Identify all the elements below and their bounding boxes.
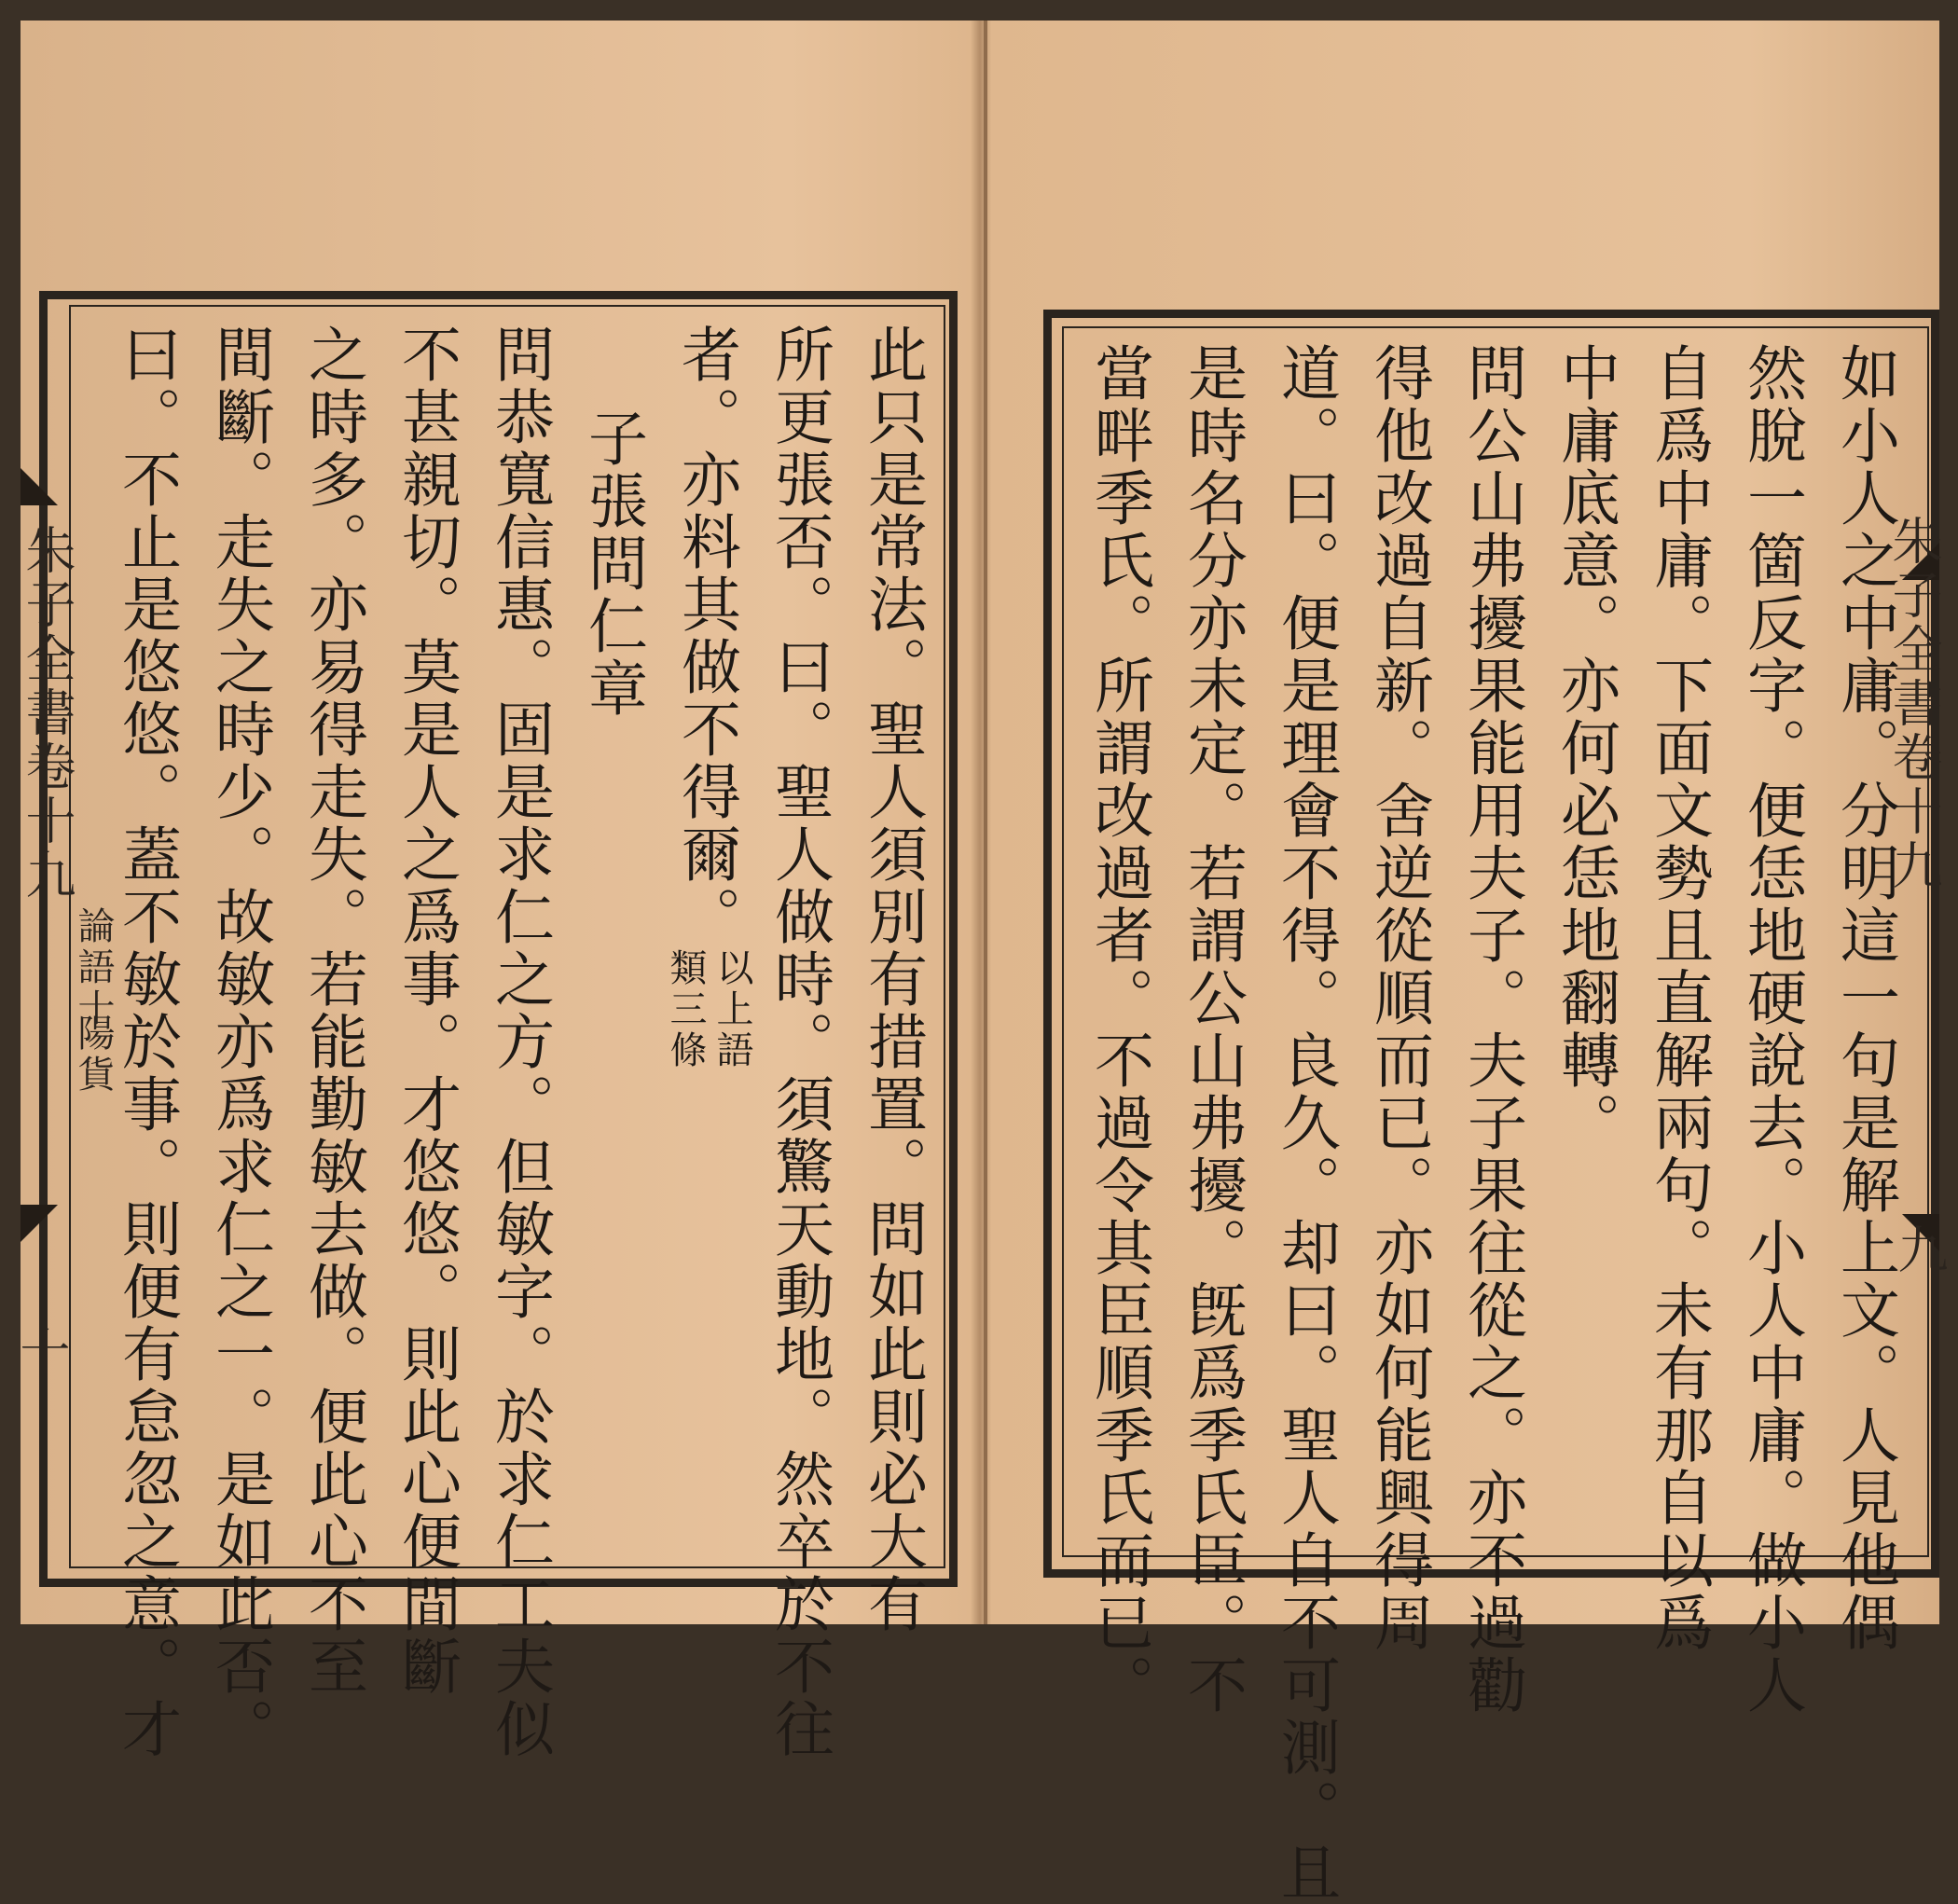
text-column: 得他改過自新。舍逆從順而已。亦如何能興得周	[1364, 342, 1433, 1654]
column-with-note	[659, 324, 752, 1071]
annotation-note	[659, 948, 752, 1071]
right-page-text	[1072, 342, 1911, 1904]
text-column: 如小人之中庸。分明這一句是解上文。人見他偶	[1830, 342, 1899, 1654]
text-column: 問恭寬信惠。固是求仁之方。但敏字。於求仁工夫似	[485, 324, 554, 1760]
note-line: 以上語	[710, 948, 753, 1071]
text-column: 者。亦料其做不得爾。	[671, 324, 740, 948]
margin-book-title: 朱子全書卷十九	[18, 524, 76, 903]
text-column: 所更張否。曰。聖人做時。須驚天動地。然卒於不往	[765, 324, 834, 1760]
left-page	[12, 21, 984, 1760]
left-page-text	[100, 324, 939, 1760]
text-column: 然脫一箇反字。便恁地硬說去。小人中庸。做小人	[1737, 342, 1806, 1717]
margin-page-number: 十	[12, 1326, 71, 1380]
text-column: 之時多。亦易得走失。若能勤敏去做。便此心不至	[298, 324, 367, 1698]
text-column: 曰。不止是悠悠。蓋不敏於事。則便有怠忽之意。才	[112, 324, 181, 1760]
book-spread	[12, 21, 1949, 1904]
text-column: 此只是常法。聖人須別有措置。問如此則必大有	[858, 324, 927, 1635]
text-column: 道。曰。便是理會不得。良久。却曰。聖人自不可測。且	[1271, 342, 1340, 1904]
chapter-heading: 子張問仁章	[578, 407, 647, 720]
margin-chapter: 論語十	[72, 906, 115, 1029]
margin-book-title: 朱子全書卷十九	[1884, 515, 1943, 893]
note-line: 類三條	[664, 948, 707, 1071]
text-column: 不甚親切。莫是人之爲事。才悠悠。則此心便間斷	[392, 324, 461, 1698]
margin-page-number: 九	[1890, 1223, 1949, 1277]
margin-section: 陽貨	[72, 1014, 115, 1096]
text-column: 當畔季氏。所謂改過者。不過令其臣順季氏而已。	[1084, 342, 1153, 1717]
text-column: 問公山弗擾果能用夫子。夫子果往從之。亦不過勸	[1457, 342, 1526, 1717]
text-column: 自爲中庸。下面文勢且直解兩句。未有那自以爲	[1644, 342, 1713, 1654]
text-column: 中庸底意。亦何必恁地翻轉。	[1551, 342, 1620, 1154]
text-column: 是時名分亦未定。若謂公山弗擾。旣爲季氏臣。不	[1178, 342, 1247, 1717]
text-column: 間斷。走失之時少。故敏亦爲求仁之一。是如此否。	[205, 324, 274, 1760]
right-page	[987, 21, 1949, 1904]
